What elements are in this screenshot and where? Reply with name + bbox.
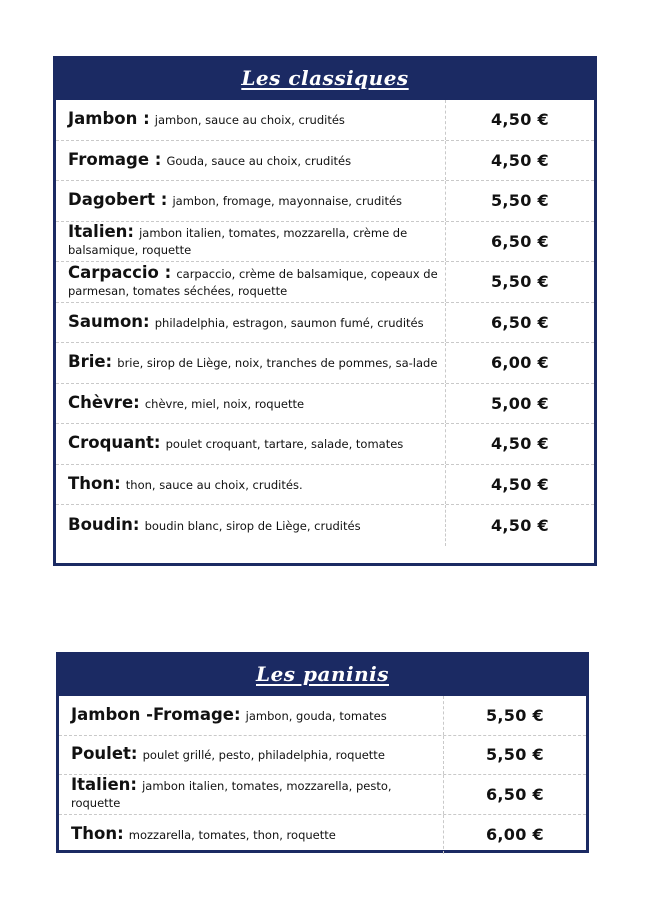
menu-item-ingredients: jambon italien, tomates, mozzarella, pesto, roquette <box>71 779 392 811</box>
menu-item-text <box>71 777 437 811</box>
menu-item-ingredients: Gouda, sauce au choix, crudités <box>166 153 352 168</box>
menu-item-price: 6,50 € <box>491 312 549 332</box>
menu-item-ingredients: philadelphia, estragon, saumon fumé, crudités <box>154 315 424 330</box>
menu-item-ingredients: carpaccio, crème de balsamique, copeaux de parmesan, tomates séchées, roquette <box>68 266 438 298</box>
menu-row <box>56 424 594 465</box>
menu-item-name: Italien: <box>68 222 135 242</box>
menu-row <box>56 343 594 384</box>
menu-item-text <box>68 473 439 493</box>
menu-item-name: Fromage : <box>68 149 162 169</box>
menu-item-name: Carpaccio : <box>68 262 172 282</box>
menu-item-price: 6,00 € <box>486 824 544 844</box>
menu-item-name: Chèvre: <box>68 392 140 412</box>
menu-item-name: Italien: <box>71 775 138 795</box>
menu-item-price: 6,50 € <box>486 784 544 804</box>
paninis-rows <box>59 696 586 854</box>
menu-item-ingredients: jambon, sauce au choix, crudités <box>154 113 345 128</box>
menu-item-price: 5,50 € <box>491 272 549 292</box>
menu-item-description-cell <box>59 775 444 814</box>
classiques-rows <box>56 100 594 546</box>
menu-item-text <box>68 435 439 452</box>
menu-item-name: Brie: <box>68 352 113 372</box>
menu-item-ingredients: poulet croquant, tartare, salade, tomates <box>165 437 404 452</box>
menu-row <box>56 222 594 263</box>
menu-row <box>56 303 594 344</box>
menu-item-description-cell <box>56 141 446 181</box>
menu-item-text <box>71 704 437 724</box>
menu-row <box>59 815 586 855</box>
menu-item-ingredients: jambon, gouda, tomates <box>245 708 387 723</box>
menu-item-text <box>68 111 439 128</box>
menu-item-price: 5,00 € <box>491 393 549 413</box>
classiques-header <box>56 59 594 100</box>
menu-row <box>56 100 594 141</box>
paninis-header <box>59 655 586 696</box>
menu-item-description-cell <box>56 424 446 464</box>
menu-item-description-cell <box>56 100 446 140</box>
menu-item-text <box>68 354 439 371</box>
menu-item-text <box>68 311 439 331</box>
menu-item-price: 4,50 € <box>491 434 549 454</box>
menu-item-name: Boudin: <box>68 514 140 534</box>
menu-item-ingredients: mozzarella, tomates, thon, roquette <box>128 827 336 842</box>
menu-item-ingredients: boudin blanc, sirop de Liège, crudités <box>144 518 361 533</box>
menu-item-price: 6,50 € <box>491 231 549 251</box>
menu-item-text <box>68 262 439 299</box>
menu-item-description-cell <box>59 696 444 735</box>
menu-item-text <box>68 149 439 169</box>
menu-item-ingredients: jambon, fromage, mayonnaise, crudités <box>172 194 403 209</box>
menu-row <box>56 465 594 506</box>
menu-item-text <box>68 514 439 534</box>
menu-item-name: Thon: <box>71 823 124 843</box>
menu-item-name: Thon: <box>68 473 121 493</box>
menu-item-price: 4,50 € <box>491 515 549 535</box>
paninis-title: Les paninis <box>256 662 389 686</box>
menu-item-text <box>71 823 437 843</box>
menu-row <box>56 384 594 425</box>
menu-item-name: Jambon : <box>68 109 150 129</box>
menu-item-description-cell <box>56 222 446 262</box>
menu-row <box>56 505 594 546</box>
menu-item-price: 6,00 € <box>491 353 549 373</box>
menu-item-text <box>68 192 439 209</box>
menu-item-ingredients: poulet grillé, pesto, philadelphia, roquette <box>142 748 385 763</box>
menu-item-price: 4,50 € <box>491 110 549 130</box>
menu-item-description-cell <box>56 303 446 343</box>
menu-item-ingredients: thon, sauce au choix, crudités. <box>125 477 303 492</box>
menu-row <box>56 262 594 303</box>
menu-item-description-cell <box>56 505 446 546</box>
menu-item-text <box>68 224 439 258</box>
menu-item-description-cell <box>56 384 446 424</box>
menu-item-price: 4,50 € <box>491 474 549 494</box>
menu-row <box>59 696 586 736</box>
menu-item-price: 4,50 € <box>491 150 549 170</box>
menu-item-price: 5,50 € <box>491 191 549 211</box>
menu-item-description-cell <box>56 181 446 221</box>
classiques-menu-table <box>53 56 597 566</box>
menu-item-price: 5,50 € <box>486 745 544 765</box>
menu-item-text <box>68 392 439 412</box>
menu-row <box>59 775 586 815</box>
classiques-title: Les classiques <box>241 66 409 90</box>
menu-item-name: Poulet: <box>71 744 138 764</box>
menu-item-text <box>71 746 437 763</box>
menu-item-description-cell <box>56 262 446 302</box>
menu-item-description-cell <box>59 736 444 775</box>
menu-row <box>59 736 586 776</box>
menu-item-ingredients: brie, sirop de Liège, noix, tranches de pommes, sa-lade <box>117 356 438 371</box>
menu-item-description-cell <box>59 815 444 855</box>
menu-item-name: Dagobert : <box>68 190 168 210</box>
menu-item-ingredients: chèvre, miel, noix, roquette <box>144 396 305 411</box>
menu-row <box>56 141 594 182</box>
menu-item-description-cell <box>56 465 446 505</box>
menu-item-description-cell <box>56 343 446 383</box>
paninis-menu-table <box>56 652 589 853</box>
menu-item-name: Saumon: <box>68 311 150 331</box>
menu-row <box>56 181 594 222</box>
menu-item-price: 5,50 € <box>486 705 544 725</box>
menu-item-ingredients: jambon italien, tomates, mozzarella, crème de balsamique, roquette <box>68 226 408 258</box>
menu-item-name: Jambon -Fromage: <box>71 704 241 724</box>
menu-item-name: Croquant: <box>68 433 161 453</box>
